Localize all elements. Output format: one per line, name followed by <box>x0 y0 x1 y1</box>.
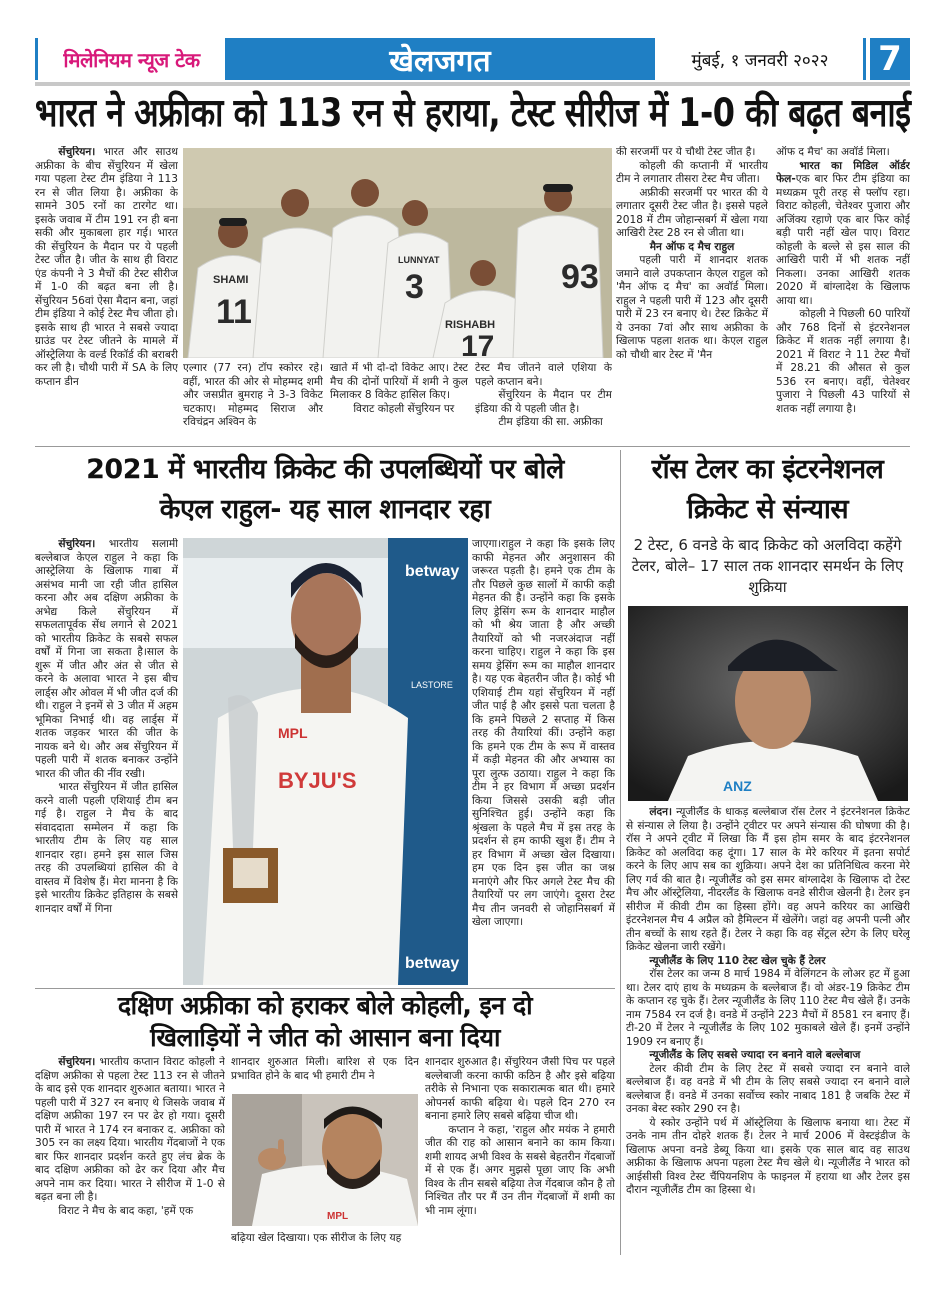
story2-headline <box>35 450 615 530</box>
story1-text: अफ्रीकी सरजमीं पर भारत की ये लगातार दूसरी टेस्ट जीत है। इससे पहले 2018 में टीम जोहान्सबर्ग में खेला गया आखिरी टेस्ट 28 रन से जीता था। <box>616 186 768 239</box>
jersey-number: 17 <box>461 330 495 358</box>
story3-headline-line: खिलाड़ियों ने जीत को आसान बना दिया <box>150 1023 500 1052</box>
story3-text: शानदार शुरुआत मिली। बारिश से एक दिन प्रभावित होने के बाद भी हमारी टीम ने <box>231 1056 419 1082</box>
story4-dateline: लंदन। <box>649 806 673 818</box>
story3-column-2-bottom <box>231 1232 419 1248</box>
story1-text: पहली पारी में शानदार शतक जमाने वाले उपकप्तान केएल राहुल को 'मैन ऑफ द मैच' का अवॉर्ड मिला। राहुल ने पहली पारी में 123 और दूसरी पारी में 23 रन बनाए थे। टेस्ट क्रिकेट में ये उनका 7वां और साथ अफ्रीका के खिलाफ पहला शतक था। केएल राहुल को चौथी बार टेस्ट में 'मैन <box>616 254 768 361</box>
story2-text: भारतीय सलामी बल्लेबाज केएल राहुल ने कहा कि आस्ट्रेलिया के खिलाफ गाबा में असंभव मानी जा रही जीत हासिल करना और अब दक्षिण अफ्रीका के अभेद्य किले सेंचुरियन में सफलतापूर्वक सेंध लगाने से 2021 को भारतीय क्रिकेट के सबसे सफल वर्षों में गिना जा सकता है।साल के शुरू में जीत और अंत से जीत से करने के अलावा भारत ने इस बीच लार्ड्स और ओवल में भी जीत दर्ज की थी। राहुल ने इनमें से 3 जीत में अहम भूमिका निभाई थी। वह लार्ड्स में शतक जड़कर भारत की जीत के नायक बने थे। और अब सेंचुरियन में पहली पारी में शतक बनाकर उन्होंने भारत की जीत की नींव रखी। <box>35 538 178 780</box>
story1-text: एल्गार (77 रन) टॉप स्कोरर रहे। वहीं, भारत की ओर से मोहम्मद शमी और जसप्रीत बुमराह ने 3-3 विकेट चटकाए। मोहम्मद सिराज और रविचंद्रन अश्विन के <box>183 362 323 428</box>
story1-text: की सरजमीं पर ये चौथी टेस्ट जीत है। <box>616 146 756 158</box>
section-divider <box>35 446 910 447</box>
story3-photo-virat-kohli <box>232 1094 418 1226</box>
sponsor-logo: MPL <box>327 1211 349 1222</box>
story4-text: न्यूजीलैंड के धाकड़ बल्लेबाज रॉस टेलर ने इंटरनेशनल क्रिकेट से संन्यास ले लिया है। उन्होंने ट्वीटर पर अपने संन्यास की घोषणा की है। रॉस ने अपने ट्वीट में लिखा कि मैं इस होम समर के बाद इंटरनेशनल क्रिकेट को अलविदा कह दूंगा। 17 साल के मेरे करियर में इतना सपोर्ट करने के लिए आप सब का शुक्रिया। अपने देश का प्रतिनिधित्व करना मेरे लिए गर्व की बात है। न्यूजीलैंड को इस समर बांग्लादेश के खिलाफ दो टेस्ट मैच और ऑस्ट्रेलिया, नीदरलैंड के खिलाफ वनडे सीरीज खेलनी है। टेलर इन सीरीज में कीवी टीम का हिस्सा होंगे। वह अपने करियर का आखिरी इंटरनेशनल मैच 4 अप्रैल को हैमिल्टन में खेलेंगे। जहां वह अपनी पत्नी और तीन बच्चों के साथ रहते हैं। टेलर ने कहा कि वह सेंट्रल स्टेग के लिए घरेलू क्रिकेट खेलना जारी रखेंगे। <box>626 806 910 953</box>
story4-subhead: न्यूजीलैंड के लिए 110 टेस्ट खेल चुके हैं टेलर <box>649 954 826 967</box>
jersey-number: 93 <box>561 258 599 296</box>
story4-photo-ross-taylor <box>628 606 908 801</box>
story1-column-2 <box>183 362 323 442</box>
story1-text: ऑफ द मैच' का अवॉर्ड मिला। <box>776 146 890 158</box>
story1-column-3 <box>330 362 468 442</box>
story2-column-2 <box>472 538 615 985</box>
jersey-name: LUNNYAT <box>398 255 440 265</box>
story1-text: टेस्ट मैच जीतने वाले एशिया के पहले कप्तान बने। <box>475 362 612 388</box>
story3-text: भारतीय कप्तान विराट कोहली ने दक्षिण अफ्रीका से पहला टेस्ट 113 रन से जीतने के बाद इसे एक शानदार शुरुआत बताया। भारत ने पहली पारी में 327 रन बनाए थे जिसके जवाब में दक्षिण अफ्रीका 197 रन पर ढेर हो गया। दूसरी पारी में भारत ने 174 रन बनाकर द. अफ्रीका को 305 रन का लक्ष्य दिया। भारतीय गेंदबाजों ने एक बार फिर शानदार प्रदर्शन करते हुए लंच ब्रेक के बाद दक्षिण अफ्रीका को ढेर कर दिया और मैच अपने नाम कर दिया। भारत ने सीरीज में 1-0 से बढ़त बना ली है। <box>35 1056 225 1203</box>
story1-text: सेंचुरियन के मैदान पर टीम इंडिया की ये पहली जीत है। <box>475 389 612 415</box>
jersey-name: SHAMI <box>213 274 249 286</box>
story4-headline-line: रॉस टेलर का इंटरनेशनल <box>651 454 884 485</box>
sponsor-logo: ANZ <box>723 778 752 794</box>
sponsor-logo: MPL <box>278 725 308 741</box>
jersey-name: RISHABH <box>445 319 496 331</box>
column-divider <box>620 450 621 1255</box>
story2-headline-line: केएल राहुल- यह साल शानदार रहा <box>159 494 491 525</box>
story3-column-2-top <box>231 1056 419 1086</box>
story4-subhead: न्यूजीलैंड के लिए सबसे ज्यादा रन बनाने वाले बल्लेबाज <box>649 1049 861 1061</box>
story1-subhead: मैन ऑफ द मैच राहुल <box>649 240 735 253</box>
story3-column-3 <box>425 1056 615 1256</box>
story4-headline <box>625 450 910 530</box>
story1-photo-team-celebration <box>183 148 612 358</box>
story4-body <box>626 806 910 1256</box>
sponsor-logo: betway <box>405 563 460 580</box>
masthead-divider <box>35 82 910 86</box>
jersey-number: 11 <box>216 293 252 331</box>
story2-photo-kl-rahul-trophy <box>183 538 468 985</box>
story1-text: विराट कोहली सेंचुरियन पर <box>353 402 455 415</box>
story1-text: भारत और साउथ अफ्रीका के बीच सेंचुरियन में खेला गया पहला टेस्ट टीम इंडिया ने 113 रन से जीत लिया है। अफ्रीका के सामने 305 रनों का टारगेट था। इसके जवाब में टीम 191 रन ही बना सकी और मुकाबला हार गई। भारत की सेंचुरियन के मैदान पर ये पहली टेस्ट जीत है। जीत के साथ ही विराट एंड कंपनी ने 3 मैचों की टेस्ट सीरीज में 1-0 की बढ़त बना ली है। सेंचुरियन 56वां ऐसा मैदान बना, जहां टीम इंडिया ने कोई टेस्ट मैच जीता हो। इसके साथ ही भारत ने सबसे ज्यादा ग्राउंड पर टेस्ट जीतने के मामले में ऑस्ट्रेलिया के वर्ल्ड रिकॉर्ड की बराबरी कर ली है। चौथी पारी में SA के लिए कप्तान डीन <box>35 146 178 388</box>
story4-headline-line: क्रिकेट से संन्यास <box>686 494 849 525</box>
story2-headline-line: 2021 में भारतीय क्रिकेट की उपलब्धियों पर बोले <box>86 454 564 485</box>
story1-text: टीम इंडिया की सा. अफ्रीका <box>498 416 603 428</box>
story1-text: कोहली की कप्तानी में भारतीय टीम ने लगातार तीसरा टेस्ट मैच जीता। <box>616 159 768 185</box>
story4-deck: 2 टेस्ट, 6 वनडे के बाद क्रिकेट को अलविदा कहेंगे टेलर, बोले– 17 साल तक शानदार समर्थन के लिए शुक्रिया <box>631 536 904 596</box>
story3-headline <box>35 990 615 1054</box>
story1-column-5 <box>616 146 768 442</box>
sponsor-logo: LASTORE <box>411 680 453 690</box>
story1-headline-block <box>35 88 910 138</box>
story3-text: बढ़िया खेल दिखाया। एक सीरीज के लिए यह <box>231 1232 402 1244</box>
story4-text: टेलर कीवी टीम के लिए टेस्ट में सबसे ज्यादा रन बनाने वाले बल्लेबाज हैं। वह वनडे में भी टीम के लिए सबसे ज्यादा रन बनाने वाले बल्लेबाज हैं। वनडे में उनका सर्वोच्च स्कोर नाबाद 181 है जबकि टेस्ट में उनका बेस्ट स्कोर 290 रन है। <box>626 1062 910 1115</box>
story3-text: विराट ने मैच के बाद कहा, 'हमें एक <box>58 1204 194 1217</box>
story4-text: रॉस टेलर का जन्म 8 मार्च 1984 में वेलिंगटन के लोअर हट में हुआ था। टेलर दाएं हाथ के मध्यक्रम के बल्लेबाज हैं। वो अंडर-19 क्रिकेट टीम के कप्तान रह चुके हैं। टेलर न्यूजीलैंड के लिए 110 टेस्ट मैच खेले हैं। उनके नाम 7584 रन दर्ज है। वनडे में उन्होंने 223 मैचों में 8581 रन बनाए हैं। टी-20 में टेलर ने न्यूजीलैंड के लिए 102 मुकाबले खेले हैं। इनमें उन्होंने 1909 रन बनाए हैं। <box>626 968 910 1048</box>
story2-dateline: सेंचुरियन। <box>58 538 96 550</box>
story4-text: ये स्कोर उन्होंने पर्थ में ऑस्ट्रेलिया के खिलाफ बनाया था। टेस्ट में उनके नाम तीन दोहरे शतक हैं। टेलर ने मार्च 2006 में वेस्टइंडीज के खिलाफ अपना वनडे डेब्यू किया था। इसके एक साल बाद वह साउथ अफ्रीका के खिलाफ अपना पहला टेस्ट मैच खेले थे। न्यूजीलैंड ने भारत को आईसीसी विश्व टेस्ट चैंपियनशिप के फाइनल में हराया था और टेलर इस दौरान न्यूजीलैंड टीम का हिस्सा थे। <box>626 1116 910 1196</box>
story1-headline: भारत ने अफ्रीका को 113 रन से हराया, टेस्ट सीरीज में 1-0 की बढ़त बनाई <box>35 90 911 137</box>
story3-text: कप्तान ने कहा, 'राहुल और मयंक ने हमारी जीत की राह को आसान बनाने का काम किया। शमी शायद अभी विश्व के सबसे बेहतरीन गेंदबाजों में से एक हैं। अगर मुझसे पूछा जाए कि अभी विश्व के तीन सबसे बढ़िया तेज गेंदबाज कौन है तो निश्चित तौर पर मैं उन तीन गेंदबाजों में शमी का भी नाम लूंगा। <box>425 1123 615 1217</box>
paper-logo: मिलेनियम न्यूज टेक <box>35 38 225 80</box>
story1-text: खाते में भी दो-दो विकेट आए। टेस्ट मैच की दोनों पारियों में शमी ने कुल मिलाकर 8 विकेट हासिल किए। <box>330 362 468 401</box>
edition-date: मुंबई, १ जनवरी २०२२ <box>691 50 829 71</box>
story1-column-1 <box>35 146 178 442</box>
story1-subhead: भारत का मिडिल ऑर्डर फेल- <box>776 159 910 185</box>
story3-text: शानदार शुरुआत है। सेंचुरियन जैसी पिच पर पहले बल्लेबाजी करना काफी कठिन है और इसे बढ़िया तरीके से निभाना एक सकारात्मक बात थी। हमारे ओपनर्स काफी बढ़िया थे। पहले दिन 270 रन बनाना हमारे लिए सबसे बढ़िया चीज थी। <box>425 1056 615 1122</box>
story3-headline-line: दक्षिण अफ्रीका को हराकर बोले कोहली, इन दो <box>117 991 533 1020</box>
story1-text: कोहली ने पिछली 60 पारियों और 768 दिनों से इंटरनेशनल क्रिकेट में शतक नहीं लगाया है। 2021 में विराट ने 11 टेस्ट मैचों में 28.21 की औसत से कुल 536 रन बनाए। वहीं, चेतेश्वर पुजारा ने पिछली 43 पारियों से शतक नहीं लगाया है। <box>776 308 910 415</box>
story1-column-4 <box>475 362 612 442</box>
story2-text: जाएगा।राहुल ने कहा कि इसके लिए काफी मेहनत और अनुशासन की जरूरत पड़ती है। हमने एक टीम के तौर पिछले कुछ सालों में काफी कड़ी मेहनत की है। उन्होंने कहा कि इसके लिए ड्रेसिंग रूम के शानदार माहौल को भी श्रेय जाता है और अच्छी तैयारियों को भी नजरअंदाज नहीं करना चाहिए। राहुल ने कहा कि इस समय ड्रेसिंग रूम का माहौल शानदार है। यह एक बेहतरीन जीत है। कोई भी एशियाई टीम यहां सेंचुरियन में नहीं जीत पाई है और इससे पता चलता है कि हमने पिछले 2 सप्ताह में किस तरह की तैयारियां कीं। उन्होंने कहा कि हमने एक टीम के रूप में वास्तव में कड़ी मेहनत की और अभ्यास का पूरा लुत्फ उठाया। राहुल ने कहा कि टीम ने हर विभाग में अच्छा प्रदर्शन किया जिससे उसकी बड़ी जीत सुनिश्चित हुई। उन्होंने कहा कि श्रृंखला के पहले मैच में इस तरह के प्रदर्शन से हम काफी खुश हैं। टीम ने हर विभाग में अच्छा खेल दिखाया। हम एक दिन इस जीत का जश्न मनाएंगे और फिर अगले टेस्ट मैच की तैयारियों पर लग जाएंगे। दूसरा टेस्ट मैच तीन जनवरी से जोहानिसबर्ग में खेला जाएगा। <box>472 538 615 928</box>
story2-text: भारत सेंचुरियन में जीत हासिल करने वाली पहली एशियाई टीम बन गई है। राहुल ने मैच के बाद संवाददाता सम्मेलन में कहा कि भारतीय टीम के लिए यह साल शानदार रहा। हमने इस साल जिस तरह की उपलब्धियां हासिल की वे वास्तव में विशेष हैं। मेरा मानना है कि इसे भारतीय क्रिकेट इतिहास के सबसे शानदार वर्षों में गिना <box>35 781 178 915</box>
jersey-number: 3 <box>405 268 424 306</box>
story3-column-1 <box>35 1056 225 1256</box>
section-title: खेलजगत <box>225 38 655 80</box>
sponsor-logo: BYJU'S <box>278 768 357 793</box>
sponsor-logo: betway <box>405 955 460 972</box>
story1-column-6 <box>776 146 910 442</box>
story1-text: एक बार फिर टीम इंडिया का मध्यक्रम पूरी तरह से फ्लॉप रहा। विराट कोहली, चेतेश्वर पुजारा और अजिंक्य रहाणे एक बार फिर कोई बड़ी पारी नहीं खेल पाए। विराट कोहली के बल्ले से इस साल की आखिरी पारी में भी शतक नहीं निकला। उनका आखिरी शतक 2020 में बांग्लादेश के खिलाफ आया था। <box>776 173 910 307</box>
section-divider <box>35 988 615 989</box>
page-number: 7 <box>866 38 910 80</box>
story3-dateline: सेंचुरियन। <box>58 1056 96 1068</box>
story1-dateline: सेंचुरियन। <box>58 146 96 158</box>
story2-column-1 <box>35 538 178 985</box>
